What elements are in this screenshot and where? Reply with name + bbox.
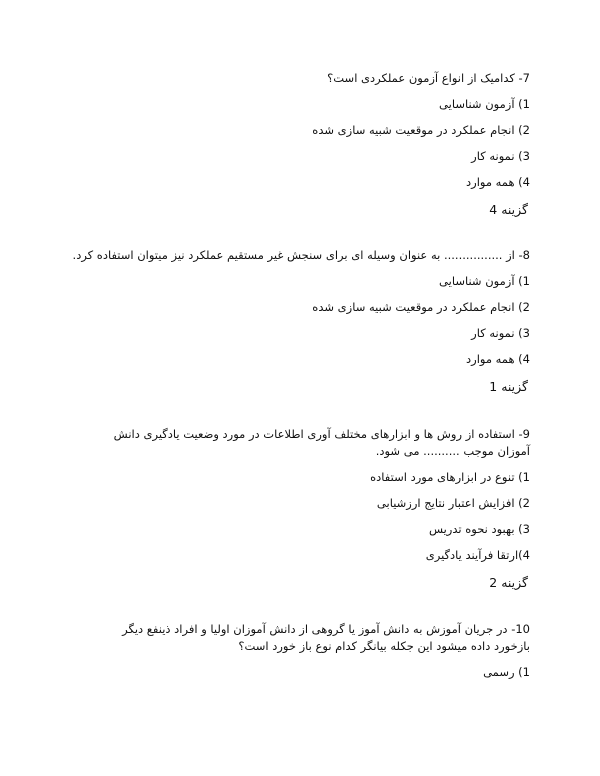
question-9 bbox=[90, 426, 530, 591]
option-1: 1) رسمی bbox=[483, 665, 530, 679]
option-4: 4) همه موارد bbox=[466, 352, 530, 366]
question-7 bbox=[90, 70, 530, 218]
question-text: 9- استفاده از روش ها و ابزارهای مختلف آوری اطلاعات در مورد وضعیت یادگیری دانش آموزان موجب .......... می شود. bbox=[113, 427, 530, 458]
option-3: 3) نمونه کار bbox=[471, 149, 530, 163]
question-10 bbox=[90, 621, 530, 681]
option-2: 2) انجام عملکرد در موقعیت شبیه سازی شده bbox=[312, 123, 530, 137]
question-text: 10- در جریان آموزش به دانش آموز یا گروهی از دانش آموزان اولیا و افراد ذینفع دیگر بازخورد داده میشود این جکله بیانگر کدام نوع باز خورد است؟ bbox=[122, 622, 530, 653]
option-4: 4) همه موارد bbox=[466, 175, 530, 189]
answer: گزینه 1 bbox=[489, 379, 528, 394]
option-1: 1) تنوع در ابزارهای مورد استفاده bbox=[370, 470, 530, 484]
option-1: 1) آزمون شناسایی bbox=[439, 274, 530, 288]
option-4: 4)ارتقا فرآیند یادگیری bbox=[425, 548, 530, 562]
question-text: 7- کدامیک از انواع آزمون عملکردی است؟ bbox=[327, 71, 530, 85]
option-1: 1) آزمون شناسایی bbox=[439, 97, 530, 111]
option-3: 3) بهبود نحوه تدریس bbox=[428, 522, 530, 536]
answer: گزینه 2 bbox=[489, 575, 528, 590]
question-8 bbox=[70, 247, 530, 395]
option-2: 2) انجام عملکرد در موقعیت شبیه سازی شده bbox=[312, 300, 530, 314]
option-2: 2) افزایش اعتبار نتایج ارزشیابی bbox=[376, 496, 530, 510]
question-text: 8- از ................ به عنوان وسیله ای برای سنجش غیر مستقیم عملکرد نیز میتوان استفاده کرد. bbox=[72, 248, 530, 262]
answer: گزینه 4 bbox=[489, 202, 528, 217]
option-3: 3) نمونه کار bbox=[471, 326, 530, 340]
